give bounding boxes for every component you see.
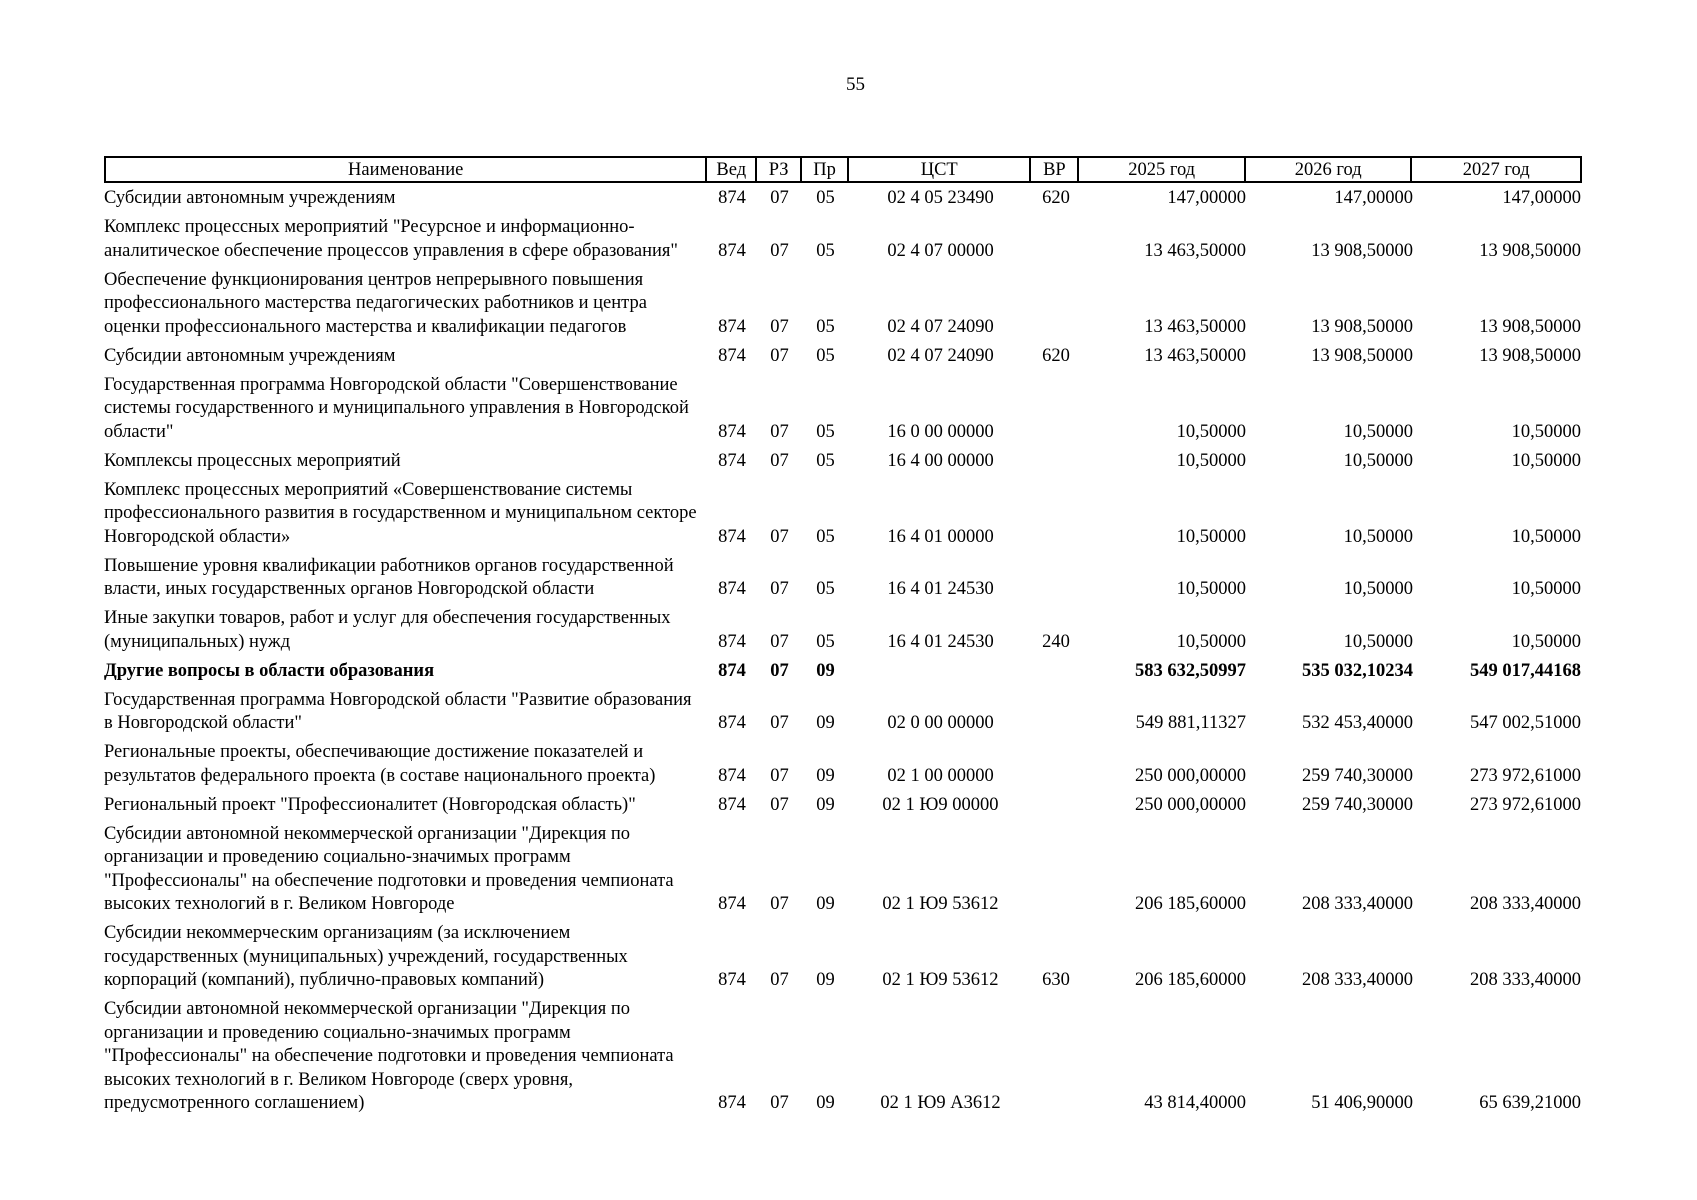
row-cst: 02 1 Ю9 00000 [882,794,999,815]
row-cst: 02 4 07 00000 [887,240,994,261]
row-2026: 10,50000 [1343,450,1413,471]
row-2027: 208 333,40000 [1470,970,1581,990]
row-2027: 549 017,44168 [1470,660,1581,681]
page-number: 55 [846,74,865,95]
row-2027: 13 908,50000 [1479,240,1581,261]
row-pr: 05 [816,526,835,547]
row-rz: 07 [770,240,789,261]
table-row [104,345,1582,369]
header-2025: 2025 год [1079,158,1246,181]
row-2026: 13 908,50000 [1311,240,1413,261]
row-cst: 02 1 00 00000 [887,765,994,786]
table-row [104,998,1582,1116]
row-ved: 874 [718,794,746,815]
row-cst: 16 4 00 00000 [887,450,994,471]
row-2027: 13 908,50000 [1479,316,1581,337]
row-ved: 874 [718,345,746,366]
table-row [104,187,1582,211]
row-cst: 02 0 00 00000 [887,713,994,733]
row-2026: 13 908,50000 [1311,316,1413,337]
row-2025: 10,50000 [1176,526,1246,547]
row-2025: 10,50000 [1176,450,1246,471]
row-pr: 05 [816,631,835,652]
row-rz: 07 [770,450,789,471]
row-name: Иные закупки товаров, работ и услуг для обеспечения государственных (муниципальных) нужд [104,608,671,652]
row-cst: 02 1 Ю9 53612 [882,970,999,990]
row-name: Региональный проект "Профессионалитет (Новгородская область)" [104,794,636,815]
row-ved: 874 [718,421,746,442]
row-vr: 240 [1042,631,1070,652]
header-pr: Пр [802,158,849,181]
row-2026: 208 333,40000 [1302,894,1413,914]
row-pr: 09 [816,713,835,733]
row-2026: 259 740,30000 [1302,794,1413,815]
row-ved: 874 [718,240,746,261]
row-2025: 147,00000 [1167,188,1246,208]
row-2025: 10,50000 [1176,579,1246,599]
row-name: Комплекс процессных мероприятий «Совершенствование системы профессионального развития в государственном и муниципальном секторе Новгородской области» [104,479,697,547]
row-cst: 16 0 00 00000 [887,421,994,442]
row-2025: 10,50000 [1176,631,1246,652]
row-2025: 250 000,00000 [1135,765,1246,786]
row-name: Субсидии автономным учреждениям [104,345,396,366]
row-2025: 250 000,00000 [1135,794,1246,815]
table-row [104,607,1582,654]
header-cst: ЦСТ [849,158,1032,181]
row-pr: 09 [816,794,835,815]
row-ved: 874 [718,713,746,733]
table-header [104,156,1582,183]
row-rz: 07 [770,970,789,990]
row-2027: 10,50000 [1511,421,1581,442]
row-vr: 620 [1042,345,1070,366]
row-name: Повышение уровня квалификации работников органов государственной власти, иных государственных органов Новгородской области [104,555,674,599]
table-row [104,794,1582,818]
table-body [104,187,1582,1121]
row-pr: 05 [816,421,835,442]
row-2025: 13 463,50000 [1144,345,1246,366]
header-2027: 2027 год [1462,160,1530,180]
row-cst: 02 4 07 24090 [887,316,994,337]
row-cst: 02 4 07 24090 [887,345,994,366]
row-pr: 05 [816,579,835,599]
row-2026: 147,00000 [1334,188,1413,208]
row-ved: 874 [718,660,746,681]
header-name: Наименование [106,158,707,181]
row-2026: 10,50000 [1343,526,1413,547]
row-rz: 07 [770,894,789,914]
row-2026: 10,50000 [1343,421,1413,442]
row-2027: 273 972,61000 [1470,794,1581,815]
row-pr: 05 [816,450,835,471]
table-row [104,479,1582,550]
row-2025: 13 463,50000 [1144,240,1246,261]
row-cst: 02 4 05 23490 [887,188,994,208]
row-2027: 547 002,51000 [1470,713,1581,733]
row-rz: 07 [770,579,789,599]
row-cst: 02 1 Ю9 А3612 [880,1093,1001,1113]
table-row [104,660,1582,684]
row-ved: 874 [718,526,746,547]
row-2027: 10,50000 [1511,450,1581,471]
row-ved: 874 [718,1093,746,1113]
row-name: Обеспечение функционирования центров непрерывного повышения профессионального мастерства педагогических работников и центра оценки профессионального мастерства и квалификации педагогов [104,269,647,337]
table-row [104,450,1582,474]
table-row [104,689,1582,736]
row-pr: 05 [816,345,835,366]
row-2026: 10,50000 [1343,631,1413,652]
row-rz: 07 [770,1093,789,1113]
header-vr: ВР [1031,158,1079,181]
row-name: Субсидии автономным учреждениям [104,188,396,208]
row-2025: 206 185,60000 [1135,970,1246,990]
row-2025: 206 185,60000 [1135,894,1246,914]
row-2027: 147,00000 [1502,188,1581,208]
row-name: Государственная программа Новгородской области "Совершенствование системы государственного и муниципального управления в Новгородской области" [104,374,689,442]
table-row [104,269,1582,340]
row-2026: 535 032,10234 [1302,660,1413,681]
header-rz: РЗ [757,158,802,181]
table-row [104,555,1582,602]
table-row [104,741,1582,788]
row-vr: 630 [1042,970,1070,990]
row-ved: 874 [718,970,746,990]
row-rz: 07 [770,713,789,733]
row-rz: 07 [770,316,789,337]
row-rz: 07 [770,794,789,815]
row-2027: 208 333,40000 [1470,894,1581,914]
table-row [104,823,1582,917]
row-ved: 874 [718,316,746,337]
row-2025: 43 814,40000 [1144,1093,1246,1113]
row-2027: 10,50000 [1511,631,1581,652]
row-cst: 16 4 01 24530 [887,579,994,599]
row-pr: 09 [816,660,835,681]
row-2026: 208 333,40000 [1302,970,1413,990]
row-rz: 07 [770,188,789,208]
header-2026: 2026 год [1246,158,1413,181]
table-row [104,922,1582,993]
row-cst: 16 4 01 24530 [887,631,994,652]
row-pr: 09 [816,970,835,990]
row-2026: 13 908,50000 [1311,345,1413,366]
row-ved: 874 [718,450,746,471]
row-ved: 874 [718,765,746,786]
row-2027: 65 639,21000 [1479,1093,1581,1113]
row-2025: 583 632,50997 [1135,660,1246,681]
row-2026: 532 453,40000 [1302,713,1413,733]
row-rz: 07 [770,526,789,547]
row-pr: 05 [816,316,835,337]
row-pr: 09 [816,894,835,914]
row-rz: 07 [770,631,789,652]
row-ved: 874 [718,188,746,208]
row-pr: 09 [816,765,835,786]
row-name: Другие вопросы в области образования [104,660,435,681]
row-rz: 07 [770,345,789,366]
row-name: Региональные проекты, обеспечивающие достижение показателей и результатов федерального проекта (в составе национального проекта) [104,742,656,786]
header-ved: Вед [707,158,757,181]
row-ved: 874 [718,579,746,599]
row-cst: 16 4 01 00000 [887,526,994,547]
row-name: Комплекс процессных мероприятий "Ресурсное и информационно-аналитическое обеспечение процессов управления в сфере образования" [104,217,678,261]
row-2027: 13 908,50000 [1479,345,1581,366]
row-pr: 05 [816,188,835,208]
row-name: Комплексы процессных мероприятий [104,450,401,471]
row-2027: 10,50000 [1511,579,1581,599]
row-name: Субсидии некоммерческим организациям (за исключением государственных (муниципальных) учреждений, государственных корпораций (компаний), публично-правовых компаний) [104,923,628,990]
row-2026: 259 740,30000 [1302,765,1413,786]
row-2025: 13 463,50000 [1144,316,1246,337]
row-name: Субсидии автономной некоммерческой организации "Дирекция по организации и проведению социально-значимых программ "Профессионалы" на обеспечение подготовки и проведения чемпионата высоких технологий в г. Великом Новгороде [104,823,674,914]
row-ved: 874 [718,894,746,914]
row-2025: 549 881,11327 [1135,713,1246,733]
row-rz: 07 [770,765,789,786]
row-name: Государственная программа Новгородской области "Развитие образования в Новгородской области" [104,689,692,733]
row-rz: 07 [770,660,789,681]
row-2025: 10,50000 [1176,421,1246,442]
row-2026: 51 406,90000 [1311,1093,1413,1113]
row-2027: 10,50000 [1511,526,1581,547]
row-2027: 273 972,61000 [1470,765,1581,786]
row-ved: 874 [718,631,746,652]
row-pr: 05 [816,240,835,261]
row-2026: 10,50000 [1343,579,1413,599]
row-pr: 09 [816,1093,835,1113]
row-vr: 620 [1042,188,1070,208]
row-name: Субсидии автономной некоммерческой организации "Дирекция по организации и проведению социально-значимых программ "Профессионалы" на обеспечение подготовки и проведения чемпионата высоких технологий в г. Великом Новгороде (сверх уровня, предусмотренного соглашением) [104,999,674,1113]
table-row [104,374,1582,445]
row-cst: 02 1 Ю9 53612 [882,894,999,914]
table-row [104,216,1582,263]
row-rz: 07 [770,421,789,442]
